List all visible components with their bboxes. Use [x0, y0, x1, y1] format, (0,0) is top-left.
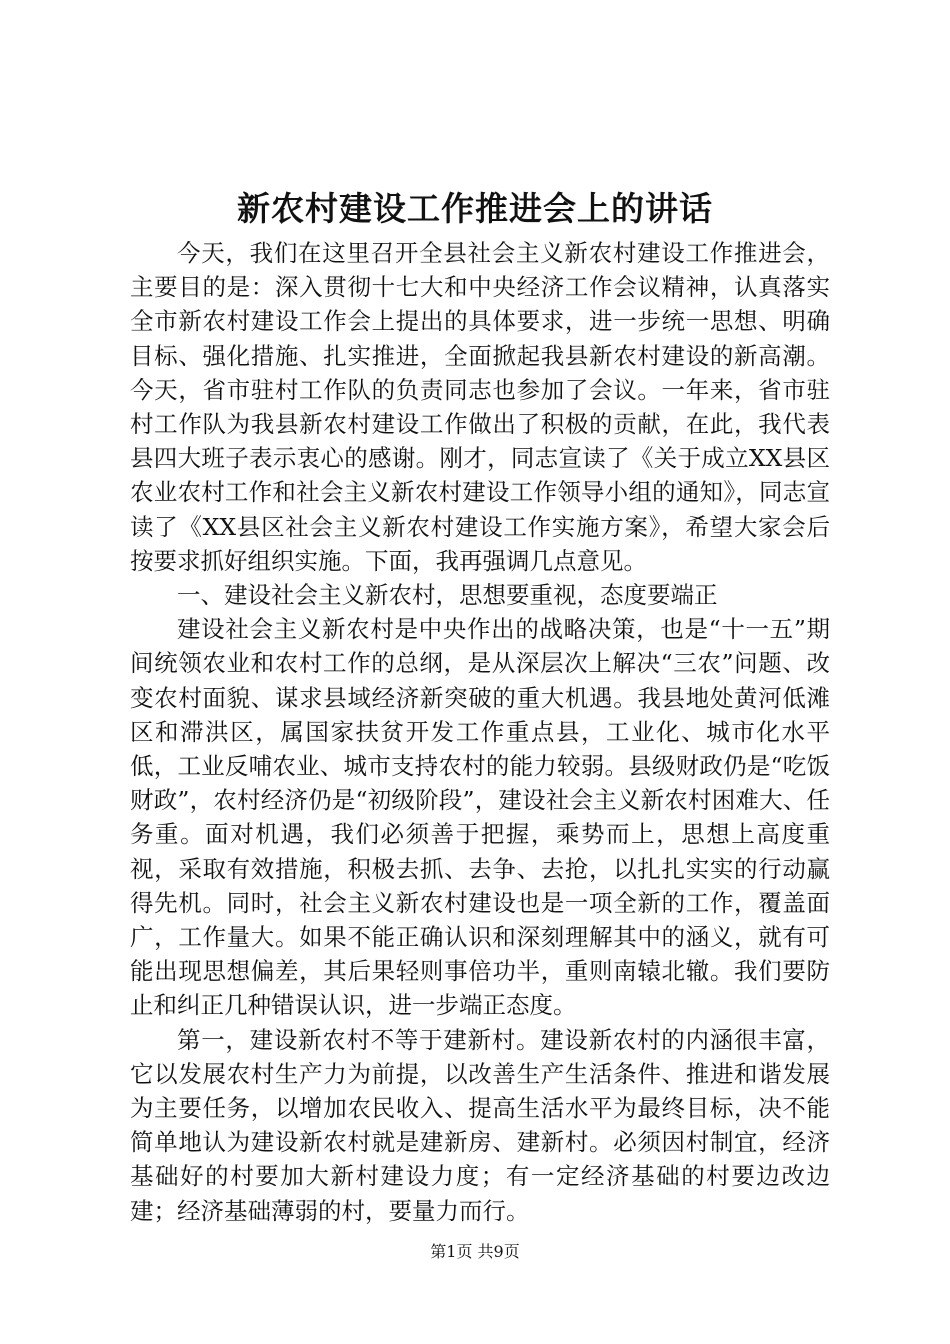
paragraph-strategy: 建设社会主义新农村是中央作出的战略决策，也是“十一五”期间统领农业和农村工作的总纲，是从深层次上解决“三农”问题、改变农村面貌、谋求县域经济新突破的重大机遇。我县地处黄河低滩区和滞洪区，属国家扶贫开发工作重点县，工业化、城市化水平低，工业反哺农业、城市支持农村的能力较弱。县级财政仍是“吃饭财政”，农村经济仍是“初级阶段”，建设社会主义新农村困难大、任务重。面对机遇，我们必须善于把握，乘势而上，思想上高度重视，采取有效措施，积极去抓、去争、去抢，以扎扎实实的行动赢得先机。同时，社会主义新农村建设也是一项全新的工作，覆盖面广，工作量大。如果不能正确认识和深刻理解其中的涵义，就有可能出现思想偏差，其后果轻则事倍功半，重则南辕北辙。我们要防止和纠正几种错误认识，进一步端正态度。	[130, 615, 830, 1020]
paragraph-first-point: 第一，建设新农村不等于建新村。建设新农村的内涵很丰富，它以发展农村生产力为前提，以改善生产生活条件、推进和谐发展为主要任务，以增加农民收入、提高生活水平为最终目标，决不能简单地认为建设新农村就是建新房、建新村。必须因村制宜，经济基础好的村要加大新村建设力度；有一定经济基础的村要边改边建；经济基础薄弱的村，要量力而行。	[130, 1025, 830, 1225]
section-heading-1: 一、建设社会主义新农村，思想要重视，态度要端正	[177, 581, 718, 610]
document-title: 新农村建设工作推进会上的讲话	[237, 189, 713, 228]
paragraph-intro: 今天，我们在这里召开全县社会主义新农村建设工作推进会，主要目的是：深入贯彻十七大和中央经济工作会议精神，认真落实全市新农村建设工作会上提出的具体要求，进一步统一思想、明确目标、强化措施、扎实推进，全面掀起我县新农村建设的新高潮。今天，省市驻村工作队的负责同志也参加了会议。一年来，省市驻村工作队为我县新农村建设工作做出了积极的贡献，在此，我代表县四大班子表示衷心的感谢。刚才，同志宣读了《关于成立XX县区农业农村工作和社会主义新农村建设工作领导小组的通知》，同志宣读了《XX县区社会主义新农村建设工作实施方案》，希望大家会后按要求抓好组织实施。下面，我再强调几点意见。	[130, 239, 830, 575]
page-number-footer: 第1页 共9页	[430, 1242, 520, 1261]
document-body	[130, 236, 830, 1228]
